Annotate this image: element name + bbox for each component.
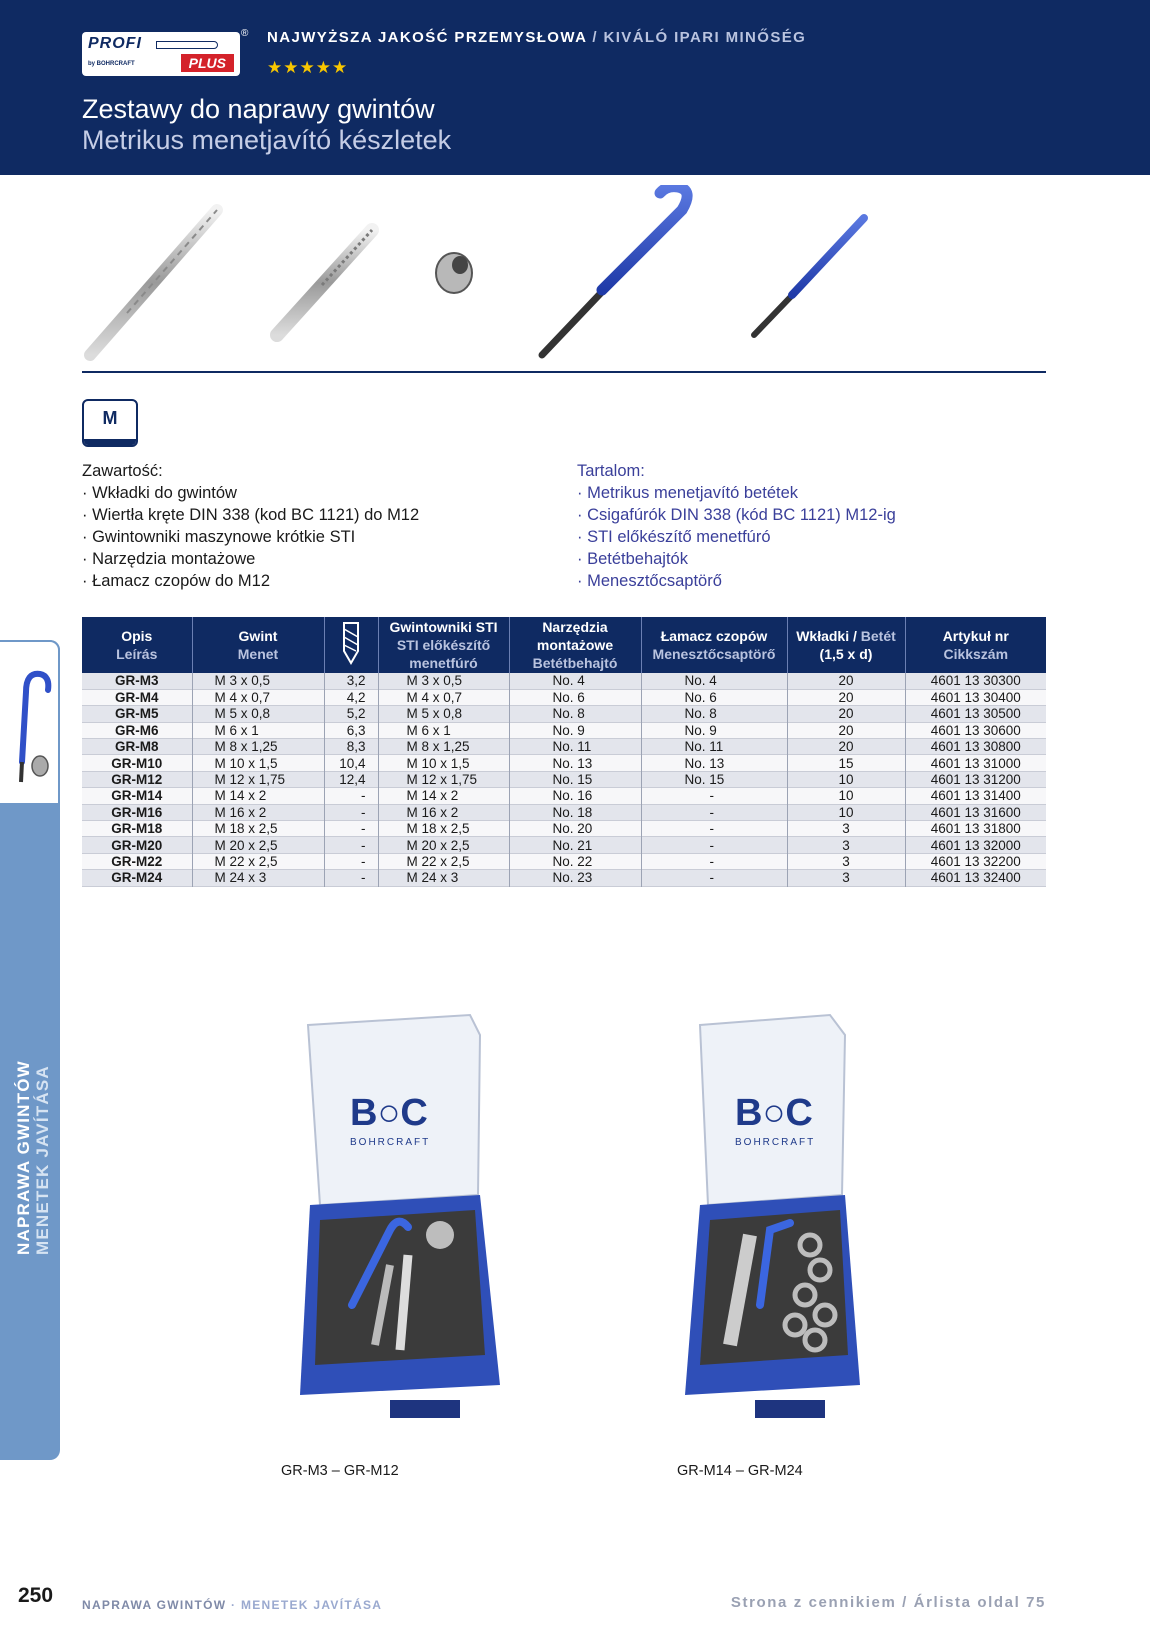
- page-number: 250: [18, 1584, 54, 1607]
- table-row: [82, 837, 1046, 853]
- kit-case-large: [660, 1005, 920, 1435]
- col-header-narzedzia: Narzędzia montażowe Betétbehajtó: [509, 617, 641, 673]
- cell-gwint: M 20 x 2,5: [192, 837, 324, 853]
- contents-item-hu: · STI előkészítő menetfúró: [577, 528, 771, 546]
- pricelist-reference: Strona z cennikiem / Árlista oldal 75: [730, 1594, 1046, 1611]
- cell-lam: -: [641, 821, 787, 837]
- cell-art: 4601 13 31400: [905, 788, 1046, 804]
- metric-badge: [82, 399, 138, 447]
- registered-mark: ®: [241, 28, 249, 39]
- cell-sti: M 24 x 3: [378, 870, 509, 886]
- kit-brand-text: B○C: [735, 1092, 813, 1134]
- cell-narz: No. 15: [509, 771, 641, 787]
- cell-gwint: M 4 x 0,7: [192, 689, 324, 705]
- cell-drill: -: [324, 804, 378, 820]
- cell-gwint: M 8 x 1,25: [192, 739, 324, 755]
- contents-list-pl: [82, 460, 419, 592]
- profi-plus-logo: [82, 32, 240, 76]
- cell-narz: No. 16: [509, 788, 641, 804]
- contents-item-hu: · Csigafúrók DIN 338 (kód BC 1121) M12-ig: [577, 506, 896, 524]
- cell-narz: No. 20: [509, 821, 641, 837]
- cell-opis: GR-M12: [82, 771, 192, 787]
- tagline-hu: KIVÁLÓ IPARI MINŐSÉG: [603, 29, 807, 46]
- product-images: [82, 185, 1046, 370]
- cell-narz: No. 4: [509, 673, 641, 689]
- cell-opis: GR-M14: [82, 788, 192, 804]
- col-header-artykul: Artykuł nr Cikkszám: [905, 617, 1046, 673]
- cell-opis: GR-M20: [82, 837, 192, 853]
- cell-art: 4601 13 30500: [905, 706, 1046, 722]
- contents-heading-hu: Tartalom:: [577, 462, 645, 480]
- cell-opis: GR-M16: [82, 804, 192, 820]
- table-header-row: [82, 617, 1046, 673]
- cell-opis: GR-M3: [82, 673, 192, 689]
- footer-section: [82, 1598, 382, 1612]
- twist-drill-icon: [90, 210, 217, 355]
- footer-section-pl: NAPRAWA GWINTÓW: [82, 1598, 227, 1612]
- page-title-hu: Metrikus menetjavító készletek: [82, 125, 452, 155]
- side-tab-picture: [0, 640, 60, 805]
- cell-opis: GR-M10: [82, 755, 192, 771]
- cell-gwint: M 22 x 2,5: [192, 853, 324, 869]
- table-row: [82, 804, 1046, 820]
- cell-drill: 8,3: [324, 739, 378, 755]
- table-row: [82, 755, 1046, 771]
- cell-narz: No. 21: [509, 837, 641, 853]
- cell-narz: No. 9: [509, 722, 641, 738]
- contents-item-pl: · Łamacz czopów do M12: [82, 572, 271, 590]
- quality-tagline: [267, 29, 806, 46]
- col-header-lamacz: Łamacz czopów Menesztőcsaptörő: [641, 617, 787, 673]
- cell-wk: 20: [787, 689, 905, 705]
- cell-art: 4601 13 31000: [905, 755, 1046, 771]
- logo-plus-text: PLUS: [181, 54, 234, 72]
- cell-wk: 3: [787, 821, 905, 837]
- contents-item-hu: · Betétbehajtók: [577, 550, 688, 568]
- cell-sti: M 20 x 2,5: [378, 837, 509, 853]
- cell-wk: 20: [787, 739, 905, 755]
- cell-sti: M 22 x 2,5: [378, 853, 509, 869]
- cell-narz: No. 8: [509, 706, 641, 722]
- cell-art: 4601 13 30800: [905, 739, 1046, 755]
- cell-drill: 4,2: [324, 689, 378, 705]
- table-row: [82, 771, 1046, 787]
- cell-sti: M 18 x 2,5: [378, 821, 509, 837]
- thread-insert-icon: [436, 253, 472, 293]
- contents-item-pl: · Wiertła kręte DIN 338 (kod BC 1121) do M12: [82, 506, 420, 524]
- side-tab-label-pl: NAPRAWA GWINTÓW: [14, 1060, 33, 1255]
- sti-tap-icon: [277, 230, 372, 335]
- cell-opis: GR-M24: [82, 870, 192, 886]
- contents-heading-pl: Zawartość:: [82, 462, 163, 480]
- col-header-gwint: Gwint Menet: [192, 617, 324, 673]
- page-header: [0, 0, 1150, 175]
- metric-badge-label: M: [102, 408, 118, 428]
- table-row: [82, 788, 1046, 804]
- cell-opis: GR-M6: [82, 722, 192, 738]
- cell-lam: No. 11: [641, 739, 787, 755]
- cell-wk: 20: [787, 722, 905, 738]
- cell-wk: 20: [787, 706, 905, 722]
- cell-gwint: M 14 x 2: [192, 788, 324, 804]
- cell-drill: -: [324, 821, 378, 837]
- cell-gwint: M 5 x 0,8: [192, 706, 324, 722]
- cell-narz: No. 22: [509, 853, 641, 869]
- kit-caption-small: GR-M3 – GR-M12: [281, 1463, 399, 1479]
- cell-sti: M 14 x 2: [378, 788, 509, 804]
- cell-opis: GR-M22: [82, 853, 192, 869]
- cell-art: 4601 13 30400: [905, 689, 1046, 705]
- tagline-pl: NAJWYŻSZA JAKOŚĆ PRZEMYSŁOWA: [267, 29, 587, 46]
- installation-tool-icon: [542, 187, 687, 355]
- cell-sti: M 5 x 0,8: [378, 706, 509, 722]
- side-tab-label-hu: MENETEK JAVÍTÁSA: [33, 1065, 52, 1255]
- cell-art: 4601 13 30300: [905, 673, 1046, 689]
- cell-gwint: M 10 x 1,5: [192, 755, 324, 771]
- cell-gwint: M 16 x 2: [192, 804, 324, 820]
- cell-sti: M 12 x 1,75: [378, 771, 509, 787]
- cell-lam: -: [641, 853, 787, 869]
- cell-lam: -: [641, 870, 787, 886]
- cell-wk: 15: [787, 755, 905, 771]
- table-row: [82, 853, 1046, 869]
- footer-section-hu: MENETEK JAVÍTÁSA: [240, 1598, 383, 1612]
- cell-lam: No. 9: [641, 722, 787, 738]
- cell-art: 4601 13 31800: [905, 821, 1046, 837]
- footer-section-separator: ·: [226, 1598, 241, 1612]
- cell-lam: -: [641, 837, 787, 853]
- cell-drill: -: [324, 853, 378, 869]
- tagline-separator: /: [586, 29, 604, 46]
- contents-item-pl: · Narzędzia montażowe: [82, 550, 256, 568]
- cell-art: 4601 13 32000: [905, 837, 1046, 853]
- cell-drill: 3,2: [324, 673, 378, 689]
- metric-badge-bar: [84, 439, 136, 445]
- cell-wk: 20: [787, 673, 905, 689]
- cell-wk: 3: [787, 837, 905, 853]
- cell-drill: -: [324, 870, 378, 886]
- kit-brand-sub: BOHRCRAFT: [350, 1137, 431, 1148]
- section-divider: [82, 371, 1046, 373]
- table-row: [82, 870, 1046, 886]
- col-header-wkladki: Wkładki / Betét (1,5 x d): [787, 617, 905, 673]
- cell-art: 4601 13 31200: [905, 771, 1046, 787]
- cell-drill: 10,4: [324, 755, 378, 771]
- cell-narz: No. 18: [509, 804, 641, 820]
- table-row: [82, 739, 1046, 755]
- cell-narz: No. 6: [509, 689, 641, 705]
- cell-gwint: M 24 x 3: [192, 870, 324, 886]
- cell-sti: M 10 x 1,5: [378, 755, 509, 771]
- cell-drill: 12,4: [324, 771, 378, 787]
- cell-wk: 3: [787, 853, 905, 869]
- cell-narz: No. 11: [509, 739, 641, 755]
- table-row: [82, 722, 1046, 738]
- section-side-tab: [0, 640, 60, 1460]
- cell-sti: M 3 x 0,5: [378, 673, 509, 689]
- cell-gwint: M 6 x 1: [192, 722, 324, 738]
- cell-drill: -: [324, 837, 378, 853]
- cell-wk: 10: [787, 771, 905, 787]
- drill-bit-icon: [324, 617, 378, 673]
- cell-drill: 5,2: [324, 706, 378, 722]
- logo-by-text: by BOHRCRAFT: [88, 61, 135, 67]
- col-header-opis: Opis Leírás: [82, 617, 192, 673]
- cell-lam: -: [641, 788, 787, 804]
- cell-art: 4601 13 32400: [905, 870, 1046, 886]
- contents-item-hu: · Menesztőcsaptörő: [577, 572, 722, 590]
- cell-opis: GR-M18: [82, 821, 192, 837]
- table-row: [82, 673, 1046, 689]
- kit-brand-text: B○C: [350, 1092, 428, 1134]
- cell-lam: No. 13: [641, 755, 787, 771]
- cell-art: 4601 13 30600: [905, 722, 1046, 738]
- col-header-sti: Gwintowniki STI STI előkészítő menetfúró: [378, 617, 509, 673]
- cell-wk: 3: [787, 870, 905, 886]
- cell-opis: GR-M4: [82, 689, 192, 705]
- cell-opis: GR-M8: [82, 739, 192, 755]
- kit-brand-sub: BOHRCRAFT: [735, 1137, 816, 1148]
- cell-sti: M 16 x 2: [378, 804, 509, 820]
- cell-lam: No. 4: [641, 673, 787, 689]
- contents-item-pl: · Gwintowniki maszynowe krótkie STI: [82, 528, 356, 546]
- contents-item-hu: · Metrikus menetjavító betétek: [577, 484, 799, 502]
- contents-item-pl: · Wkładki do gwintów: [82, 484, 237, 502]
- logo-profi-text: PROFI: [88, 35, 142, 52]
- cell-sti: M 6 x 1: [378, 722, 509, 738]
- cell-lam: No. 15: [641, 771, 787, 787]
- table-row: [82, 821, 1046, 837]
- cell-gwint: M 18 x 2,5: [192, 821, 324, 837]
- cell-wk: 10: [787, 804, 905, 820]
- cell-gwint: M 3 x 0,5: [192, 673, 324, 689]
- cell-drill: -: [324, 788, 378, 804]
- cell-narz: No. 23: [509, 870, 641, 886]
- kit-case-small: [280, 1005, 540, 1435]
- quality-stars: ★★★★★: [267, 58, 349, 77]
- cell-gwint: M 12 x 1,75: [192, 771, 324, 787]
- table-row: [82, 689, 1046, 705]
- contents-list-hu: [577, 460, 896, 592]
- cell-opis: GR-M5: [82, 706, 192, 722]
- cell-lam: No. 6: [641, 689, 787, 705]
- cell-lam: -: [641, 804, 787, 820]
- cell-wk: 10: [787, 788, 905, 804]
- tang-breaker-icon: [754, 218, 864, 335]
- cell-drill: 6,3: [324, 722, 378, 738]
- product-table: [82, 617, 1046, 887]
- cell-sti: M 8 x 1,25: [378, 739, 509, 755]
- kit-caption-large: GR-M14 – GR-M24: [677, 1463, 803, 1479]
- cell-lam: No. 8: [641, 706, 787, 722]
- cell-sti: M 4 x 0,7: [378, 689, 509, 705]
- cell-narz: No. 13: [509, 755, 641, 771]
- cell-art: 4601 13 31600: [905, 804, 1046, 820]
- installation-tool-icon: [0, 642, 58, 802]
- side-tab-label: [14, 1060, 52, 1255]
- page-title-pl: Zestawy do naprawy gwintów: [82, 94, 435, 124]
- logo-drill-icon: [156, 41, 218, 49]
- table-row: [82, 706, 1046, 722]
- cell-art: 4601 13 32200: [905, 853, 1046, 869]
